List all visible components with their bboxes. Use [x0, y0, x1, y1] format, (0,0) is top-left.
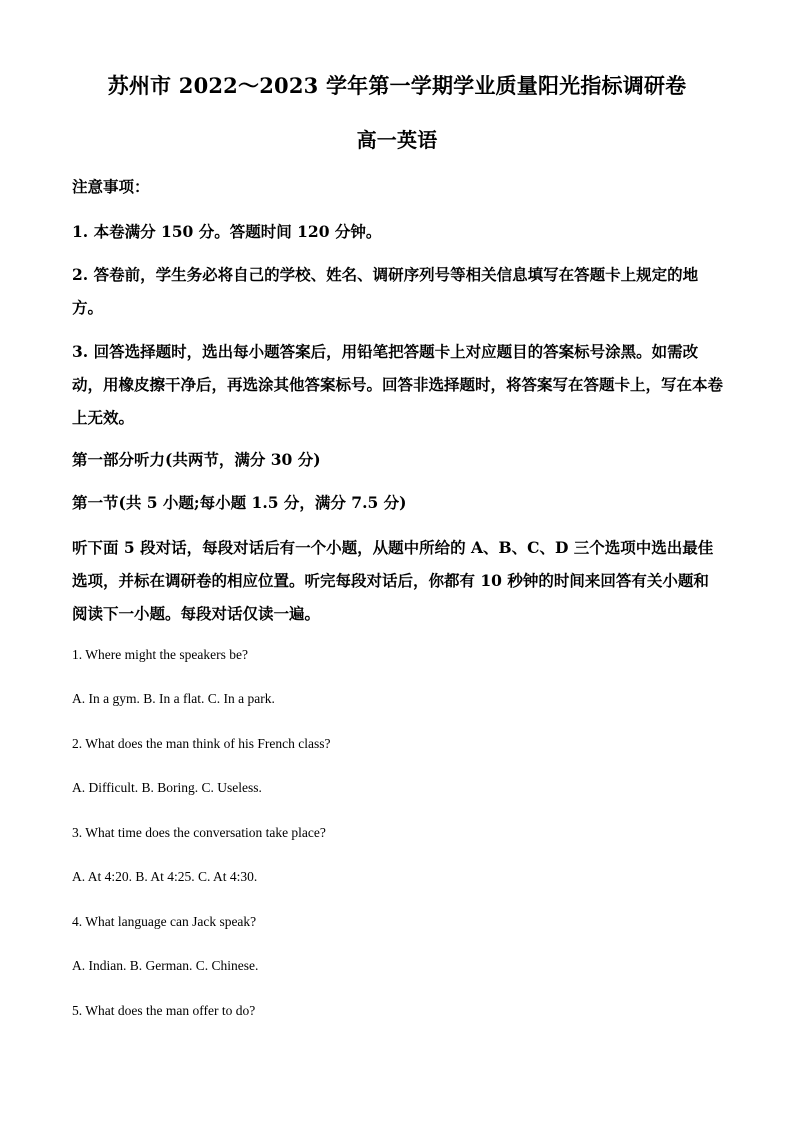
- question-1-stem: 1. Where might the speakers be?: [72, 647, 248, 662]
- question-3-stem: 3. What time does the conversation take place?: [72, 825, 326, 840]
- question-2-stem: 2. What does the man think of his French class?: [72, 736, 331, 751]
- notes-item-2: 2. 答卷前，学生务必将自己的学校、姓名、调研序列号等相关信息填写在答题卡上规定的地方。: [72, 265, 699, 317]
- question-3-options: A. At 4:20. B. At 4:25. C. At 4:30.: [72, 869, 258, 884]
- notes-item-1: 1. 本卷满分 150 分。答题时间 120 分钟。: [72, 222, 382, 241]
- question-4-stem: 4. What language can Jack speak?: [72, 914, 257, 929]
- exam-subtitle: 高一英语: [356, 128, 438, 152]
- exam-title: 苏州市 2022～2023 学年第一学期学业质量阳光指标调研卷: [107, 73, 687, 98]
- notes-item-3: 3. 回答选择题时，选出每小题答案后，用铅笔把答题卡上对应题目的答案标号涂黑。如需改动，用橡皮擦干净后，再选涂其他答案标号。回答非选择题时，将答案写在答题卡上，写在本卷上无效。: [72, 342, 724, 427]
- notes-heading: 注意事项：: [72, 177, 150, 196]
- listening-instructions: 听下面 5 段对话，每段对话后有一个小题，从题中所给的 A、B、C、D 三个选项中选出最佳选项，并标在调研卷的相应位置。听完每段对话后，你都有 10 秒钟的时间来回答有关小题和阅读下一小题。每段对话仅读一遍。: [72, 538, 714, 623]
- question-5-stem: 5. What does the man offer to do?: [72, 1003, 256, 1018]
- section1-heading: 第一节(共 5 小题;每小题 1.5 分，满分 7.5 分): [72, 493, 407, 512]
- question-4-options: A. Indian. B. German. C. Chinese.: [72, 958, 259, 973]
- part1-heading: 第一部分听力(共两节，满分 30 分): [72, 450, 321, 469]
- question-1-options: A. In a gym. B. In a flat. C. In a park.: [72, 691, 275, 706]
- question-2-options: A. Difficult. B. Boring. C. Useless.: [72, 780, 262, 795]
